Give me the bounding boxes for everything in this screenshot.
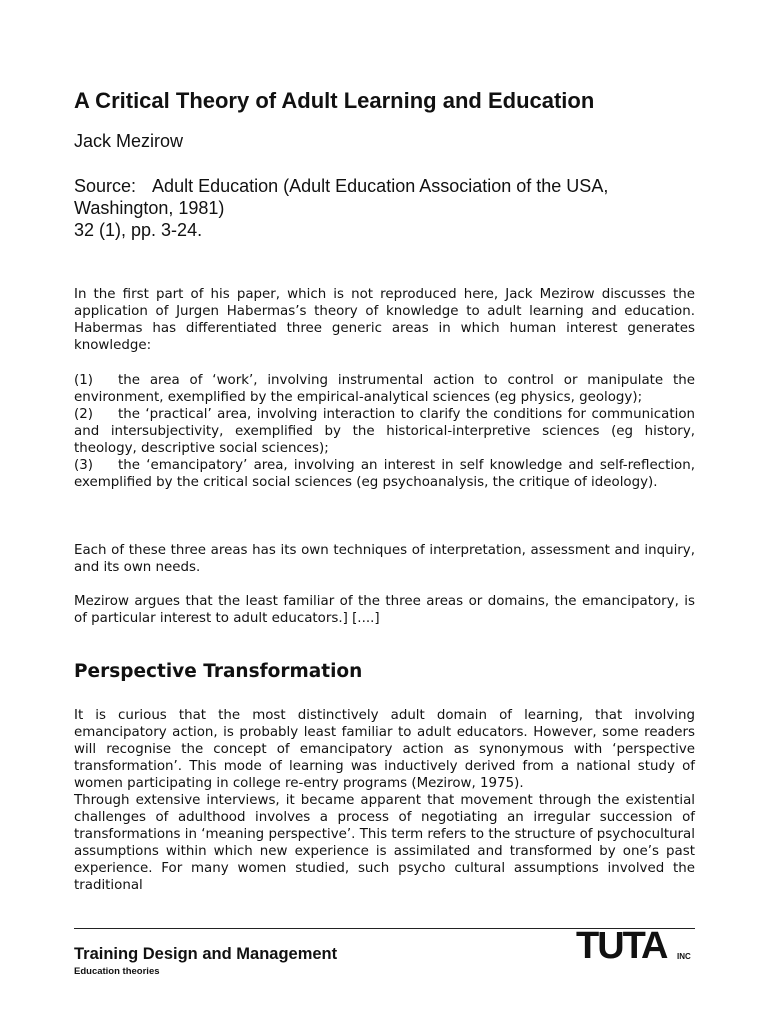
source-volume-pages: 32 (1), pp. 3-24. [74,220,203,240]
logo-wordmark: TUTA [576,925,667,967]
list-item [74,372,695,406]
intro-paragraph [74,286,695,354]
paragraph-needs-text: Each of these three areas has its own techniques of interpretation, assessment and inquiry, and its own needs. [74,543,695,575]
paragraph-emancipatory [74,593,695,627]
list-item-text: the area of ‘work’, involving instrumental action to control or manipulate the environment, exemplified by the empirical-analytical sciences (eg physics, geology); [74,373,695,405]
author-name: Jack Mezirow [74,131,184,151]
footer-subtitle: Education theories [74,966,160,977]
list-item-text: the ‘practical’ area, involving interaction to clarify the conditions for communication and intersubjectivity, exemplified by the historical-interpretive sciences (eg history, theology, descriptive social sciences); [74,407,695,456]
list-item-text: the ‘emancipatory’ area, involving an interest in self knowledge and self-reflection, exemplified by the critical social sciences (eg psychoanalysis, the critique of ideology). [74,458,695,490]
paragraph-perspective-text: It is curious that the most distinctively adult domain of learning, that involving emancipatory action, is probably least familiar to adult educators. However, some readers will recognise the concept of emancipatory action as synonymous with ‘perspective transformation’. This mode of learning was inductively derived from a national study of women participating in college re-entry programs (Mezirow, 1975). [74,708,695,791]
footer-title: Training Design and Management [74,945,338,963]
list-item [74,457,695,491]
list-item-number: (2) [74,407,93,422]
paragraph-perspective [74,707,695,894]
tuta-logo [576,925,698,967]
source-publication: Adult Education (Adult Education Association of the USA, [152,176,609,196]
source-place-year: Washington, 1981) [74,198,225,218]
source-citation [74,175,704,241]
paragraph-needs [74,542,695,576]
document-title: A Critical Theory of Adult Learning and Education [74,88,595,113]
paragraph-interviews-text: Through extensive interviews, it became apparent that movement through the existential challenges of adulthood involves a process of negotiating an irregular succession of transformations in ‘meaning perspective’. This term refers to the structure of psychocultural assumptions within which new experience is assimilated and transformed by one’s past experience. For many women studied, such psycho cultural assumptions involved the traditional [74,793,695,893]
source-label: Source: [74,176,137,196]
knowledge-areas-list [74,372,695,491]
section-heading: Perspective Transformation [74,661,363,682]
intro-paragraph-text: In the first part of his paper, which is not reproduced here, Jack Mezirow discusses the application of Jurgen Habermas’s theory of knowledge to adult learning and education. Habermas has differentiated three generic areas in which human interest generates knowledge: [74,287,695,353]
list-item-number: (3) [74,458,93,473]
paragraph-emancipatory-text: Mezirow argues that the least familiar of the three areas or domains, the emancipatory, is of particular interest to adult educators.] [....] [74,594,695,626]
list-item [74,406,695,457]
list-item-number: (1) [74,373,93,388]
logo-suffix: INC [677,952,691,961]
